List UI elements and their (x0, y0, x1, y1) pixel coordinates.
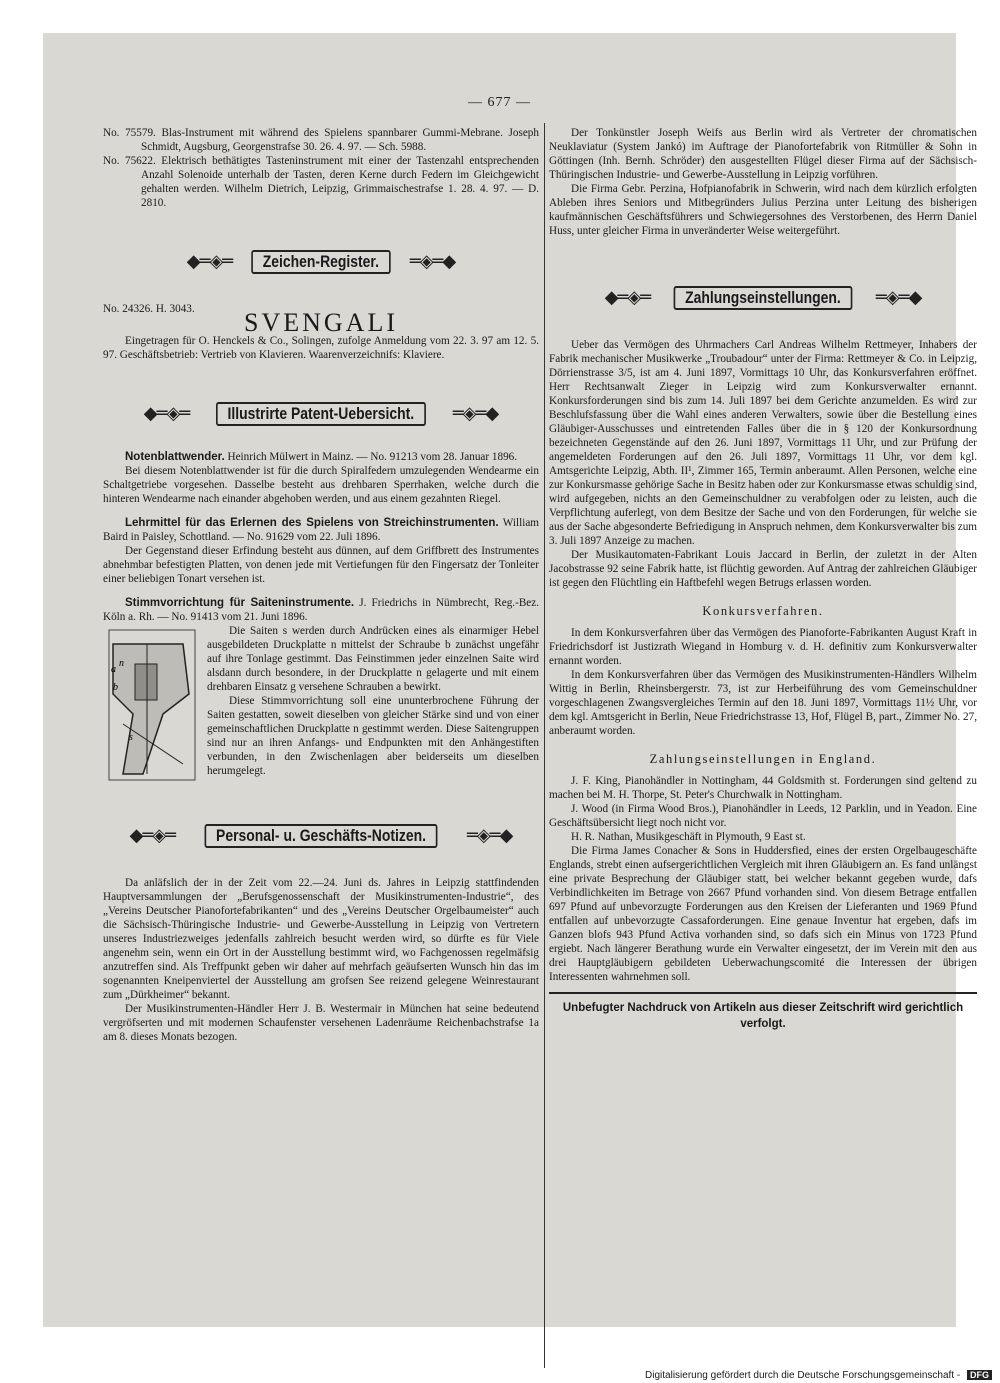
ornament-icon: ═◈═◆ (409, 251, 456, 272)
item-title: Notenblattwender. (125, 451, 225, 463)
banner-zahlungseinstellungen (549, 286, 977, 310)
item-body: Diese Stimmvorrichtung soll eine ununterbrochene Führung der Saiten gestatten, soweit dieselben von gleicher Stärke sind und von einer gemeinschaftlichen Druckplatte n gestimmt werden. Diese Saitengruppen sind nur an ihren Anfangs- und Endpunkten mit den Anhängestiften verbunden, in den Zwischenlagen aber beiderseits um dieselben herumgelegt. (207, 695, 539, 777)
patent-item-header (103, 596, 539, 624)
spacer (549, 238, 977, 286)
banner-title: Zeichen-Register. (251, 250, 390, 274)
ornament-icon: ═◈═◆ (452, 403, 499, 424)
page-number: — 677 — (468, 95, 531, 110)
ornament-icon: ◆═◈═ (129, 825, 175, 846)
news-paragraph: In dem Konkursverfahren über das Vermögen des Musikinstrumenten-Händlers Wilhelm Wittig in Berlin, Rheinsbergerstr. 73, ist zur Herbeiführung des vom Gemeinschuldner vorgeschlagenen Zwangsvergleiches Termin auf den 18. Juni 1897, Vormittags 11½ Uhr, vor dem kgl. Amtsgericht in Berlin, Neue Friedrichstrasse 13, Hof, Flügel B, part., Zimmer No. 27, anberaumt worden. (549, 669, 977, 737)
spacer (549, 590, 977, 604)
banner-title: Illustrirte Patent-Uebersicht. (216, 402, 426, 426)
trademark-name: SVENGALI (244, 308, 398, 337)
spacer (103, 586, 539, 596)
news-paragraph: Die Firma James Conacher & Sons in Huddersfied, eines der ersten Orgelbaugeschäfte Englands, strebt einen aufsergerichtlichen Vergleich mit ihren Gläubigern an. Es fand unlängst eine private Besprechung der Gläubiger statt, bei welcher bekannt gegeben wurde, dafs Verbindlichkeiten im Betrage von 2667 Pfund vorhanden sind. Von diesem Betrage entfallen 697 Pfund auf unbevorzugte Forderungen aus den Kreisen der Lieferanten und 1969 Pfund entfallen auf unbevorzugte Cassaforderungen. Eine genaue Inventur hat ergeben, dafs im Ganzen blofs 943 Pfund Activa vorhanden sind, so dafs sich ein Minus von 1723 Pfund ergiebt. Nach längerer Berathung wurde ein Verwalter eingesetzt, der im Verein mit den aus drei Hauptgläubigern gebildeten Ueberwachungscomité die Interessen der übrigen Interessenten wahrnehmen soll. (549, 845, 977, 983)
figure-label-b: b (113, 682, 118, 693)
news-paragraph: Der Musikautomaten-Fabrikant Louis Jaccard in Berlin, der zuletzt in der Alten Jacobstrasse 92 seine Fabrik hatte, ist flüchtig geworden. Auf Antrag der zahlreichen Gläubiger ist gegen den Flüchtling ein Haftbefehl wegen Betrugs erlassen worden. (549, 549, 977, 589)
dfg-logo: DFG (967, 1370, 992, 1380)
column-divider (544, 123, 545, 1368)
section-heading: Konkursverfahren. (702, 604, 824, 618)
news-paragraph: In dem Konkursverfahren über das Vermögen des Pianoforte-Fabrikanten August Kraft in Friedrichsdorf ist Justizrath Wiegand in Homburg v. d. H. definitiv zum Konkursverwalter ernannt worden. (549, 627, 977, 667)
section-heading: Zahlungseinstellungen in England. (649, 752, 877, 766)
trademark-number: No. 24326. H. 3043. (103, 303, 195, 315)
item-reference: Heinrich Mülwert in Mainz. — No. 91213 vom 28. Januar 1896. (227, 451, 518, 463)
patent-item-header (103, 516, 539, 544)
spacer (103, 506, 539, 516)
ornament-icon: ◆═◈═ (186, 251, 233, 272)
spacer (103, 848, 539, 876)
spacer (549, 766, 977, 774)
patent-entry: No. 75579. Blas-Instrument mit während des Spielens spannbarer Gummi-Mebrane. Joseph Schmidt, Augsburg, Georgenstrafse 30. 26. 4. 97. — Sch. 5988. (103, 127, 539, 153)
spacer (103, 426, 539, 450)
item-title: Stimmvorrichtung für Saiteninstrumente. (125, 597, 355, 609)
item-reference: William Baird in Paisley, Schottland. — No. 91629 vom 22. Juli 1896. (103, 517, 539, 543)
patent-item-header (103, 450, 539, 464)
item-reference: J. Friedrichs in Nümbrecht, Reg.-Bez. Köln a. Rh. — No. 91413 vom 21. Juni 1896. (103, 597, 540, 623)
banner-title: Personal- u. Geschäfts-Notizen. (205, 824, 438, 848)
banner-zeichen-register (103, 250, 539, 274)
left-column (103, 126, 539, 1044)
patent-entry: No. 75622. Elektrisch bethätigtes Tasteninstrument mit einer der Tastenzahl entsprechenden Anzahl Solenoide unterhalb der Tasten, deren Kerne durch Federn im Gleichgewicht gehalten werden. Wilhelm Dietrich, Leipzig, Grimmaischestrafse 1. 28. 4. 97. — D. 2810. (103, 155, 539, 209)
spacer (103, 788, 539, 824)
ornament-icon: ═◈═◆ (467, 825, 513, 846)
item-body: Bei diesem Notenblattwender ist für die durch Spiralfedern umzulegenden Wendearme ein Schaltgetriebe vorgesehen. Dasselbe besteht aus drehbaren Sperrhaken, welche durch die hinteren Wendearme nach einander abgehoben werden, und aus einem gezahnten Riegel. (103, 465, 539, 505)
banner-personal-notizen (103, 824, 539, 848)
item-body: Der Gegenstand dieser Erfindung besteht aus dünnen, auf dem Griffbrett des Instrumentes abnehmbar befestigten Platten, von denen jede mit Vertiefungen für den Fingersatz der Tonleiter einer beliebigen Tonart versehen ist. (103, 545, 539, 585)
trademark-text: Eingetragen für O. Henckels & Co., Solingen, zufolge Anmeldung vom 22. 3. 97 am 12. 5. 97. Geschäftsbetrieb: Vertrieb von Klavieren. Waarenverzeichnifs: Klaviere. (103, 335, 539, 361)
spacer (103, 362, 539, 402)
footer-text: Digitalisierung gefördert durch die Deutsche Forschungsgemeinschaft (645, 1370, 955, 1381)
news-paragraph: Die Firma Gebr. Perzina, Hofpianofabrik in Schwerin, wird nach dem kürzlich erfolgten Ableben ihres Seniors und Mitbegründers Julius Perzina unter Leitung des bisherigen kaufmännischen Geschäftsführers und Schwiegersohnes des Verstorbenen, des Herrn Daniel Huss, unter gleicher Firma in unveränderter Weise weitergeführt. (549, 183, 977, 237)
spacer (549, 618, 977, 626)
spacer (549, 310, 977, 338)
news-paragraph: J. F. King, Pianohändler in Nottingham, 44 Goldsmith st. Forderungen sind geltend zu machen bei M. H. Thorpe, St. Peter's Churchwalk in Nottingham. (549, 775, 977, 801)
notice-paragraph: Der Musikinstrumenten-Händler Herr J. B. Westermair in München hat seine bedeutend vergröfserten und mit modernen Schaufenster versehenen Ladenräume Reichenbachstrafse 1a am 8. dieses Monats bezogen. (103, 1003, 539, 1043)
figure-label-a: a (111, 664, 116, 675)
reprint-notice: Unbefugter Nachdruck von Artikeln aus dieser Zeitschrift wird gerichtlich verfolgt. (549, 992, 977, 1032)
scanned-page (43, 33, 977, 1327)
figure-label-s: s (129, 732, 133, 743)
news-paragraph: H. R. Nathan, Musikgeschäft in Plymouth, 9 East st. (571, 831, 806, 843)
spacer (103, 274, 539, 302)
news-paragraph: Der Tonkünstler Joseph Weifs aus Berlin wird als Vertreter der chromatischen Neuklaviatur (System Jankó) im Auftrage der Pianofortefabrik von Ritmüller & Sohn in Göttingen (Inh. Bernh. Schröder) den ausgestellten Flügel dieser Firma auf der Sächsisch-Thüringischen Industrie- und Gewerbe-Ausstellung in Leipzig vorführen. (549, 127, 977, 181)
ornament-icon: ═◈═◆ (875, 287, 922, 308)
banner-patent-uebersicht (103, 402, 539, 426)
ornament-icon: ◆═◈═ (604, 287, 651, 308)
item-title: Lehrmittel für das Erlernen des Spielens von Streichinstrumenten. (125, 517, 499, 529)
item-body: Die Saiten s werden durch Andrücken eines als einarmiger Hebel ausgebildeten Druckplatte n mittelst der Schraube b zunächst ungefähr auf ihre Tonlage gestimmt. Das Feinstimmen jeder einzelnen Saite wird alsdann durch besondere, in der Druckplatte n gelagerte und mit einem drehbaren Einsatz g versehene Schrauben a bewirkt. (207, 625, 539, 693)
spacer (103, 210, 539, 250)
notice-paragraph: Da anläfslich der in der Zeit vom 22.—24. Juni ds. Jahres in Leipzig stattfindenden Hauptversammlungen der „Berufsgenossenschaft der Musikinstrumenten-Industrie“, des „Vereins Deutscher Pianofortefabrikanten“ und des „Vereins Deutscher Orgelbaumeister“ auch die Sächsisch-Thüringische Industrie- und Gewerbe-Ausstellung in Leipzig von Vertretern unseres Industriezweiges jedenfalls zahlreich besucht werden wird, so dürfte es für Viele angenehm sein, wenn ein Ort in der Ausstellung bestimmt wird, wo Fachgenossen regelmäfsig anzutreffen sind. Als Treffpunkt geben wir daher auf mehrfach geäufserten Wunsch hin das im sogenannten Kneipenviertel der Ausstellung am grofsen See reizend gelegene Weinrestaurant zum „Dürkheimer“ bekannt. (103, 877, 539, 1001)
footer-credit (645, 1370, 992, 1381)
ornament-icon: ◆═◈═ (143, 403, 190, 424)
figure-label-n: n (119, 658, 124, 669)
banner-title: Zahlungseinstellungen. (674, 286, 853, 310)
news-paragraph: Ueber das Vermögen des Uhrmachers Carl Andreas Wilhelm Rettmeyer, Inhabers der Fabrik mechanischer Musikwerke „Troubadour“ unter der Firma: Rettmeyer & Co. in Leipzig, Dörrienstrasse 3/5, ist am 4. Juni 1897, Vormittags 10 Uhr, das Konkursverfahren eröffnet. Herr Rechtsanwalt Zieger in Leipzig wird zum Konkursverwalter ernannt. Konkursforderungen sind bis zum 14. Juli 1897 bei dem Gerichte anzumelden. Es wird zur Beschlufsfassung über die Wahl eines anderen Verwalters, sowie über die Bestellung eines Gläubiger-Ausschusses und eintretenden Falles über die in § 120 der Konkursordnung bezeichneten Gegenstände auf den 26. Juni 1897, Vormittags 11 Uhr, und zur Prüfung der angemeldeten Forderungen auf den 26. Juli 1897, Vormittags 11 Uhr, vor dem kgl. Amtsgerichte Leipzig, Abth. II¹, Zimmer 165, Termin anberaumt. Allen Personen, welche eine zur Konkursmasse gehörige Sache in Besitz haben oder zur Konkursmasse etwas schuldig sind, wird aufgegeben, nichts an den Gemeinschuldner zu verabfolgen oder zu leisten, auch die Verpflichtung auferlegt, von dem Besitze der Sache und von den Forderungen, für welche sie aus der Sache abgesonderte Befriedigung in Anspruch nehmen, dem Konkursverwalter bis zum 3. Juli 1897 Anzeige zu machen. (549, 339, 977, 547)
figure-plate (135, 664, 157, 700)
spacer (549, 738, 977, 752)
right-column (549, 126, 977, 1032)
news-paragraph: J. Wood (in Firma Wood Bros.), Pianohändler in Leeds, 12 Parklin, und in Yeadon. Eine Geschäftsübersicht liegt noch nicht vor. (549, 803, 977, 829)
separator: - (954, 1370, 963, 1381)
tuning-device-figure (103, 624, 201, 784)
